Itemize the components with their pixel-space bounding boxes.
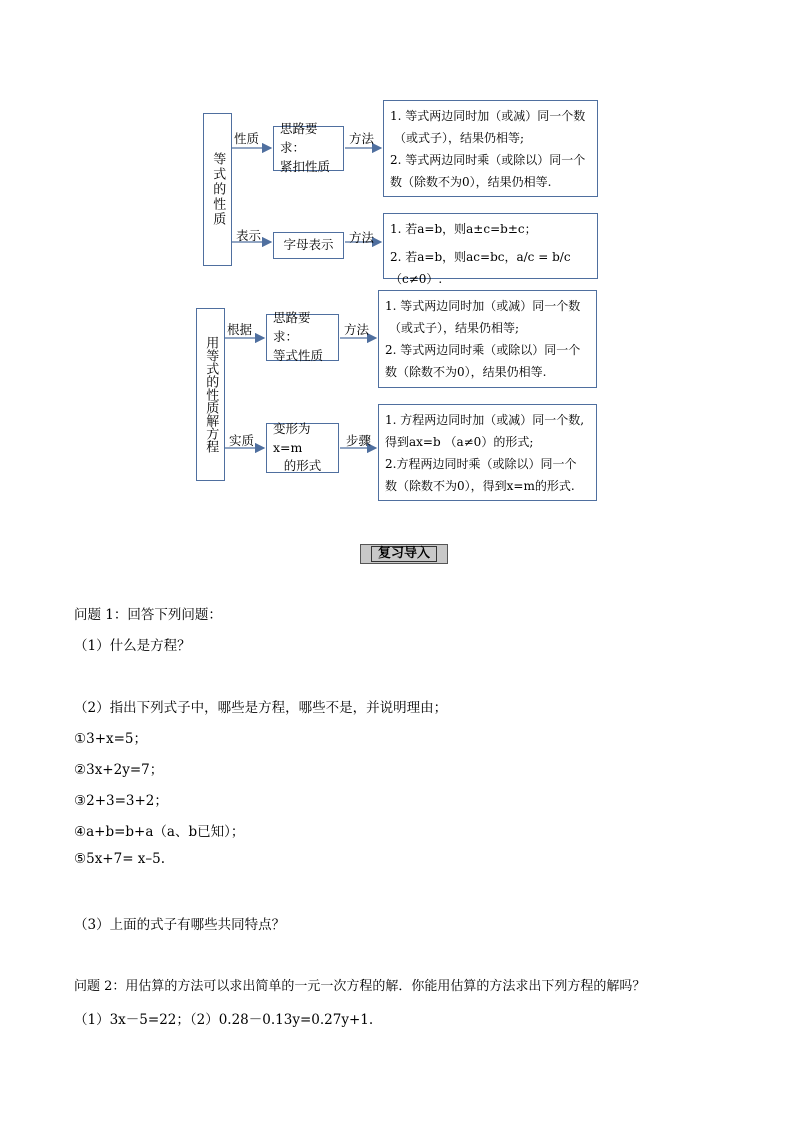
q1-item: ③2+3=3+2； bbox=[74, 793, 168, 809]
q1-part3: （3）上面的式子有哪些共同特点？ bbox=[74, 917, 286, 933]
q2-equations: （1）3x－5=22；（2）0.28－0.13y=0.27y+1. bbox=[74, 1012, 374, 1028]
q1-item: ④a+b=b+a（a、b已知）； bbox=[74, 824, 245, 840]
diagram2-mid-box-1 bbox=[266, 310, 339, 363]
diagram2-left-label: 用等式的性质解方程 bbox=[196, 308, 225, 481]
q2-title: 问题 2：用估算的方法可以求出简单的一元一次方程的解．你能用估算的方法求出下列方程的解吗？ bbox=[74, 979, 646, 994]
mid-line: 紧扣性质 bbox=[280, 158, 331, 174]
diagram2-right-box-1 bbox=[378, 290, 597, 388]
rule-line: 2.方程两边同时乘（或除以）同一个 bbox=[385, 457, 577, 471]
rule-line: 1. 方程两边同时加（或减）同一个数, bbox=[385, 413, 585, 427]
rule-line: 1. 等式两边同时加（或减）同一个数 bbox=[390, 109, 586, 123]
diagram2-edge-essence: 实质 bbox=[229, 433, 255, 448]
rule-line: 数（除数不为0），结果仍相等. bbox=[385, 365, 547, 379]
q1-item: ⑤5x+7= x–5. bbox=[74, 851, 166, 867]
diagram2-mid-box-2 bbox=[266, 420, 339, 474]
diagram1-left-label: 等式的性质 bbox=[203, 113, 232, 266]
q1-part2: （2）指出下列式子中，哪些是方程，哪些不是，并说明理由； bbox=[74, 700, 448, 716]
mid-line: 思路要求： bbox=[280, 121, 318, 156]
diagram1-edge-represent: 表示 bbox=[236, 228, 262, 243]
diagram2-method-1: 方法 bbox=[344, 322, 370, 337]
mid-line: 变形为x=m bbox=[273, 420, 311, 455]
mid-line: 的形式 bbox=[283, 458, 322, 474]
diagram1-method-2: 方法 bbox=[349, 230, 375, 245]
q1-item: ②3x+2y=7； bbox=[74, 762, 164, 778]
rule-line: 数（除数不为0），得到x=m的形式. bbox=[385, 479, 575, 493]
diagram1-edge-property: 性质 bbox=[234, 131, 260, 146]
mid-line: 等式性质 bbox=[273, 347, 324, 363]
rule-line: 1. 若a=b，则a±c=b±c； bbox=[390, 222, 537, 236]
rule-line: （或式子），结果仍相等; bbox=[389, 321, 520, 335]
q1-part1: （1）什么是方程？ bbox=[74, 638, 191, 654]
rule-line: 2. 若a=b，则ac=bc，a/c = b/c（c≠0）. bbox=[390, 250, 571, 286]
diagram2-right-box-2 bbox=[378, 404, 597, 501]
diagram2-edge-basis: 根据 bbox=[227, 322, 253, 337]
rule-line: 2. 等式两边同时乘（或除以）同一个 bbox=[385, 343, 581, 357]
q1-item: ①3+x=5； bbox=[74, 731, 148, 747]
diagram1-right-box-1 bbox=[383, 100, 598, 197]
diagram1-mid-box-2: 字母表示 bbox=[273, 232, 344, 259]
rule-line: （或式子），结果仍相等; bbox=[394, 131, 525, 145]
rule-line: 1. 等式两边同时加（或减）同一个数 bbox=[385, 299, 581, 313]
section-title-box bbox=[360, 544, 448, 564]
diagram1-right-box-2 bbox=[383, 213, 598, 286]
rule-line: 2. 等式两边同时乘（或除以）同一个 bbox=[390, 153, 586, 167]
rule-line: 数（除数不为0），结果仍相等. bbox=[390, 175, 552, 189]
rule-line: 得到ax=b （a≠0）的形式; bbox=[385, 435, 534, 449]
mid-line: 思路要求： bbox=[273, 310, 311, 345]
q1-title: 问题 1：回答下列问题： bbox=[74, 607, 222, 623]
section-title: 复习导入 bbox=[371, 546, 437, 562]
diagram1-method-1: 方法 bbox=[349, 131, 375, 146]
diagram1-mid-box-1 bbox=[273, 121, 344, 174]
diagram2-steps: 步骤 bbox=[346, 433, 372, 448]
